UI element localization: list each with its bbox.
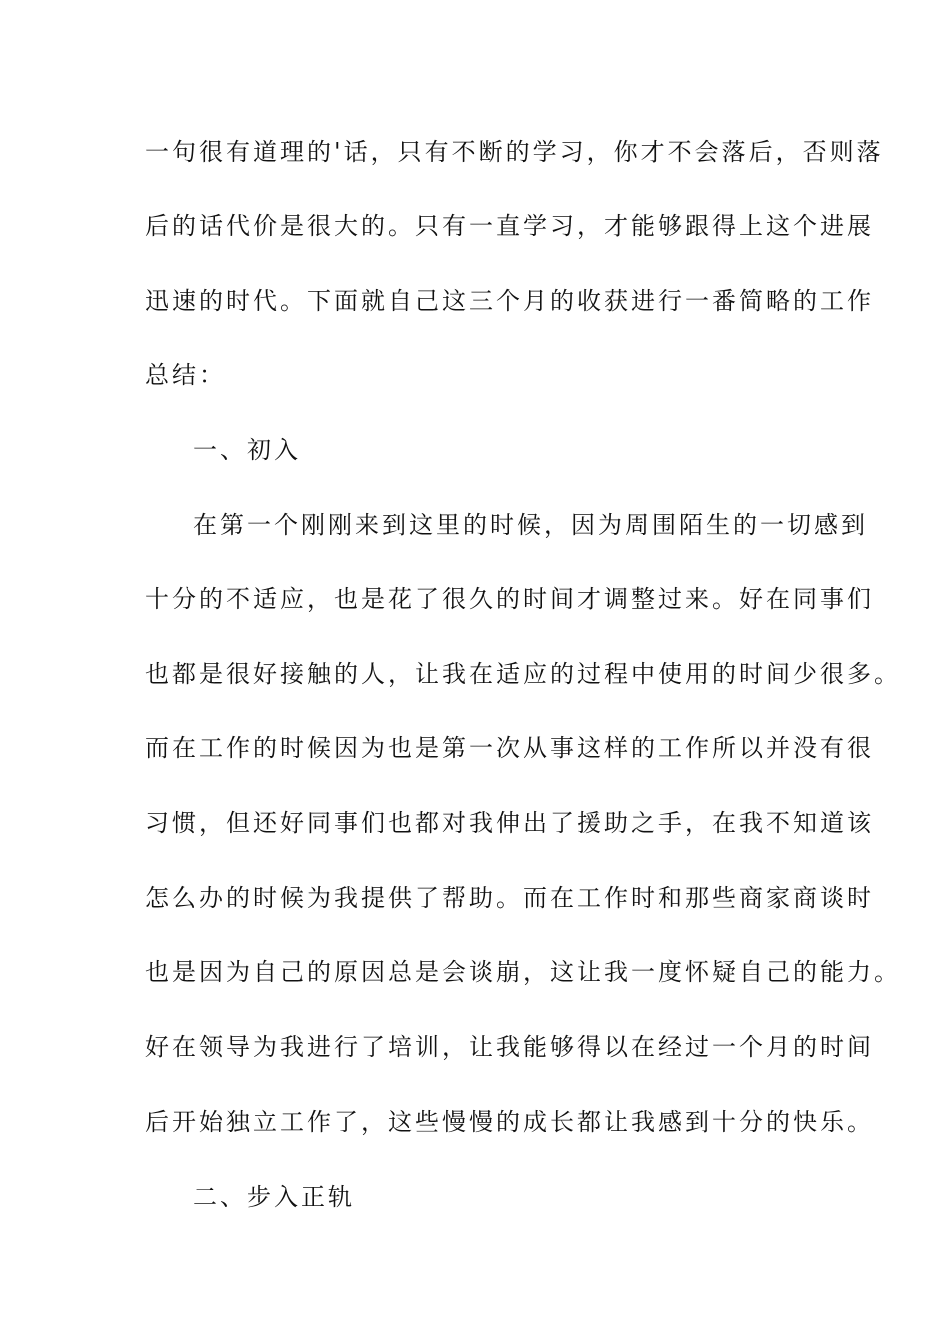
- paragraph-line: 十分的不适应，也是花了很久的时间才调整过来。好在同事们: [145, 585, 874, 613]
- paragraph-line: 也都是很好接触的人，让我在适应的过程中使用的时间少很多。: [145, 660, 901, 688]
- paragraph-line: 也是因为自己的原因总是会谈崩，这让我一度怀疑自己的能力。: [145, 958, 901, 986]
- paragraph-line: 一句很有道理的'话，只有不断的学习，你才不会落后，否则落: [145, 138, 884, 166]
- paragraph-line: 迅速的时代。下面就自己这三个月的收获进行一番简略的工作: [145, 287, 874, 315]
- paragraph-line: 总结：: [145, 361, 226, 389]
- paragraph-line: 好在领导为我进行了培训，让我能够得以在经过一个月的时间: [145, 1033, 874, 1061]
- paragraph-line: 怎么办的时候为我提供了帮助。而在工作时和那些商家商谈时: [145, 884, 874, 912]
- paragraph-line: 在第一个刚刚来到这里的时候，因为周围陌生的一切感到: [193, 511, 868, 539]
- paragraph-line: 习惯，但还好同事们也都对我伸出了援助之手，在我不知道该: [145, 809, 874, 837]
- section-heading-1: 一、初入: [193, 436, 301, 464]
- paragraph-line: 后开始独立工作了，这些慢慢的成长都让我感到十分的快乐。: [145, 1108, 874, 1136]
- paragraph-line: 后的话代价是很大的。只有一直学习，才能够跟得上这个进展: [145, 212, 874, 240]
- paragraph-line: 而在工作的时候因为也是第一次从事这样的工作所以并没有很: [145, 734, 874, 762]
- section-heading-2: 二、步入正轨: [193, 1183, 355, 1211]
